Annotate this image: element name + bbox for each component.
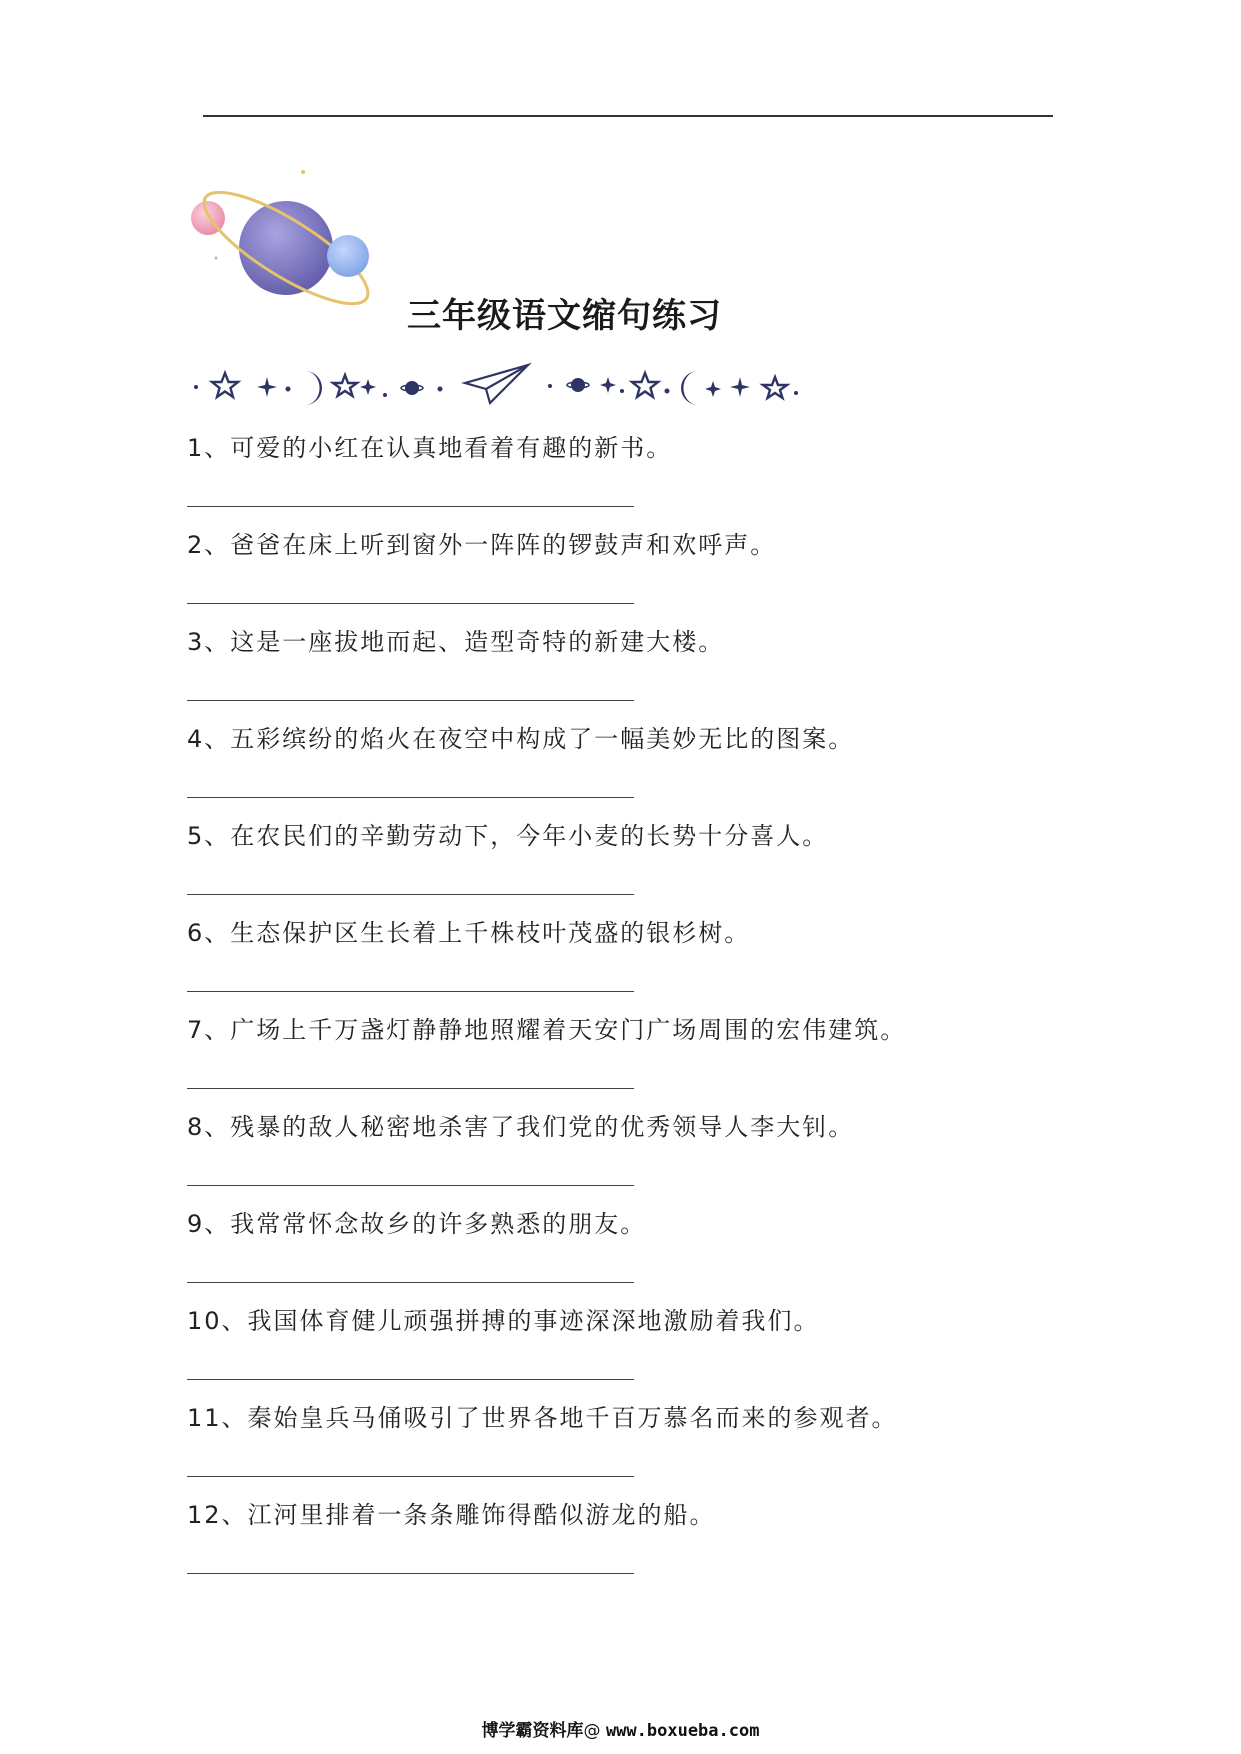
blue-planet-icon [327, 235, 369, 277]
footer-url[interactable]: www.boxueba.com [605, 1721, 760, 1741]
answer-line-11[interactable] [187, 1476, 634, 1477]
sparkle-icon [257, 377, 277, 397]
star-icon [632, 373, 658, 397]
star-icon [212, 373, 238, 397]
question-10: 10、我国体育健儿顽强拼搏的事迹深深地激励着我们。 [187, 1307, 820, 1335]
question-7: 7、广场上千万盏灯静静地照耀着天安门广场周围的宏伟建筑。 [187, 1016, 907, 1044]
question-9: 9、我常常怀念故乡的许多熟悉的朋友。 [187, 1210, 647, 1238]
answer-line-9[interactable] [187, 1282, 634, 1283]
answer-line-6[interactable] [187, 991, 634, 992]
sparkle-icon [301, 170, 305, 174]
answer-line-3[interactable] [187, 700, 634, 701]
answer-line-4[interactable] [187, 797, 634, 798]
star-divider [190, 355, 880, 405]
star-icon [333, 375, 357, 396]
footer-site-name: 博学霸资料库 [481, 1721, 584, 1741]
sparkle-icon [215, 257, 218, 260]
answer-line-12[interactable] [187, 1573, 634, 1574]
planet-icon [571, 378, 585, 392]
moon-icon [305, 371, 322, 405]
moon-icon [681, 371, 698, 405]
header-rule [203, 115, 1053, 117]
question-4: 4、五彩缤纷的焰火在夜空中构成了一幅美妙无比的图案。 [187, 725, 855, 753]
question-8: 8、残暴的敌人秘密地杀害了我们党的优秀领导人李大钊。 [187, 1113, 855, 1141]
question-2: 2、爸爸在床上听到窗外一阵阵的锣鼓声和欢呼声。 [187, 531, 777, 559]
footer-at: @ [583, 1721, 601, 1741]
question-12: 12、江河里排着一条条雕饰得酷似游龙的船。 [187, 1501, 716, 1529]
question-5: 5、在农民们的辛勤劳动下，今年小麦的长势十分喜人。 [187, 822, 829, 850]
paper-plane-icon [465, 365, 528, 403]
planet-illustration [188, 160, 378, 310]
star-icon [763, 377, 787, 398]
planet-icon [405, 381, 419, 395]
page-title: 三年级语文缩句练习 [407, 296, 722, 336]
answer-line-1[interactable] [187, 506, 634, 507]
answer-line-8[interactable] [187, 1185, 634, 1186]
answer-line-7[interactable] [187, 1088, 634, 1089]
answer-line-10[interactable] [187, 1379, 634, 1380]
question-11: 11、秦始皇兵马俑吸引了世界各地千百万慕名而来的参观者。 [187, 1404, 898, 1432]
question-6: 6、生态保护区生长着上千株枝叶茂盛的银杉树。 [187, 919, 751, 947]
question-3: 3、这是一座拔地而起、造型奇特的新建大楼。 [187, 628, 725, 656]
question-1: 1、可爱的小红在认真地看着有趣的新书。 [187, 434, 673, 462]
answer-line-2[interactable] [187, 603, 634, 604]
answer-line-5[interactable] [187, 894, 634, 895]
footer [0, 1716, 1241, 1741]
